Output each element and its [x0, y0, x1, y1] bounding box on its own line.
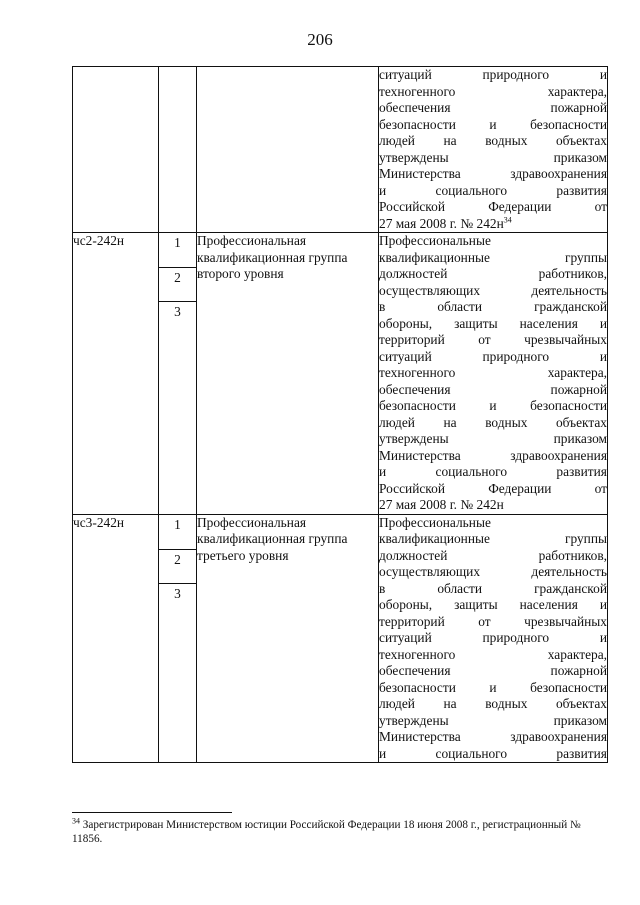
description-word: от: [594, 480, 607, 496]
footnote-text: Зарегистрирован Министерством юстиции Российской Федерации 18 июня 2008 г., регистрационный № 11856.: [72, 819, 581, 845]
description-word: развития: [556, 464, 607, 479]
level-number: 2: [159, 549, 196, 583]
description-word: социального: [435, 464, 508, 479]
description-word: и: [599, 348, 607, 364]
level-number: 2: [159, 267, 196, 301]
description-word: Министерства: [379, 729, 461, 744]
description-word: на: [443, 133, 457, 148]
description-line: [379, 266, 607, 283]
description-line: [379, 597, 607, 614]
description-word: населения: [519, 597, 578, 612]
description-line: [379, 614, 607, 631]
table-row: [73, 67, 608, 233]
level-number: 1: [174, 516, 181, 532]
description-word: безопасности: [379, 679, 456, 695]
description-word: объектах: [555, 133, 607, 148]
description-word: водных: [485, 133, 528, 148]
description-word: и: [489, 398, 497, 413]
description-line: [379, 316, 607, 333]
description-word: пожарной: [550, 100, 607, 115]
description-line: [379, 67, 607, 84]
description-word: здравоохранения: [510, 166, 607, 181]
description-line: [379, 680, 607, 697]
group-name-line: квалификационная группа: [197, 531, 348, 546]
footnote-rule: [72, 812, 232, 813]
description-word: социального: [435, 745, 508, 761]
description-line: [379, 713, 607, 730]
description-word: гражданской: [534, 299, 607, 314]
description-word: квалификационные: [379, 249, 490, 265]
description-line: [379, 581, 607, 598]
description-word: обороны,: [379, 597, 433, 612]
description-line: [379, 481, 607, 498]
description-word: работников,: [538, 266, 607, 281]
description-word: обеспечения: [379, 381, 451, 397]
description-word: людей: [379, 696, 415, 711]
level-numbers: [159, 515, 196, 617]
level-number: 1: [174, 235, 181, 250]
description-line: [379, 531, 607, 548]
description-word: защиты: [454, 597, 498, 612]
qualification-table: [72, 66, 608, 763]
description-line: [379, 349, 607, 366]
description-word: Российской: [379, 480, 445, 496]
group-code: чс2-242н: [73, 233, 125, 248]
description-word: работников,: [538, 547, 607, 563]
description-word: и: [599, 630, 607, 645]
description-word: утверждены: [379, 149, 449, 165]
page-number: 206: [307, 30, 333, 49]
description-word: территорий: [379, 332, 445, 347]
description-word: развития: [556, 182, 607, 198]
description-line: [379, 216, 607, 233]
description-word: Федерации: [488, 480, 552, 496]
description-word: Министерства: [379, 166, 461, 181]
description-line: [379, 464, 607, 481]
level-numbers: [159, 233, 196, 335]
description-cell: [379, 67, 608, 233]
description-word: объектах: [555, 414, 607, 430]
description-word: чрезвычайных: [524, 332, 607, 347]
description-word: и: [599, 597, 607, 612]
description-word: группы: [564, 249, 607, 265]
footnote: [72, 818, 612, 846]
description-line: [379, 630, 607, 647]
description-word: населения: [519, 315, 578, 331]
level-number: 3: [159, 301, 196, 335]
level-numbers-cell: [159, 514, 197, 763]
description-word: природного: [482, 348, 550, 364]
description-line: [379, 647, 607, 664]
description-line: [379, 299, 607, 316]
description-word: и: [599, 315, 607, 331]
description-word: характера,: [547, 83, 607, 99]
description-line: [379, 183, 607, 200]
description-word: должностей: [379, 547, 448, 563]
group-name-cell: [197, 67, 379, 233]
description-line: [379, 515, 607, 532]
description-line: [379, 150, 607, 167]
description-word: от: [594, 199, 607, 214]
description-word: приказом: [553, 431, 607, 446]
description-word: в: [379, 299, 386, 314]
description-word: осуществляющих: [379, 282, 481, 298]
description-word: приказом: [553, 149, 607, 165]
description-word: и: [489, 116, 497, 132]
description-word: и: [379, 745, 387, 761]
description-word: безопасности: [379, 398, 456, 413]
description-word: деятельность: [531, 282, 607, 298]
level-numbers-cell: [159, 67, 197, 233]
group-name-line: Профессиональная: [197, 233, 307, 248]
description-word: обороны,: [379, 315, 433, 331]
description-line: [379, 548, 607, 565]
footnote-mark: 34: [72, 816, 80, 826]
description-word: 27 мая 2008 г. № 242н: [379, 497, 504, 512]
description-word: 27 мая 2008 г. № $242н^{34}$: [379, 215, 512, 231]
description-word: деятельность: [531, 564, 607, 579]
group-name-line: Профессиональная: [197, 514, 307, 530]
description-word: характера,: [547, 646, 607, 662]
group-code-cell: [73, 514, 159, 763]
description-word: безопасности: [530, 116, 607, 132]
description-line: [379, 415, 607, 432]
description-line: [379, 133, 607, 150]
group-code-cell: [73, 67, 159, 233]
description-word: и: [489, 679, 497, 695]
table-row: [73, 514, 608, 763]
description-word: пожарной: [550, 381, 607, 397]
description-word: от: [478, 613, 491, 629]
description-word: Министерства: [379, 447, 461, 463]
description-line: [379, 250, 607, 267]
description-word: пожарной: [550, 663, 607, 678]
description-line: [379, 365, 607, 382]
description-word: и: [379, 182, 387, 198]
description-word: Профессиональные: [379, 514, 491, 530]
group-name-line: третьего уровня: [197, 547, 289, 563]
description-word: от: [478, 332, 491, 347]
description-line: [379, 663, 607, 680]
group-code-cell: [73, 233, 159, 515]
description-word: области: [437, 299, 483, 314]
table-row: [73, 233, 608, 515]
description-word: гражданской: [534, 580, 607, 596]
group-name-cell: [197, 514, 379, 763]
description-line: [379, 746, 607, 763]
description-word: защиты: [454, 315, 498, 331]
description-word: квалификационные: [379, 531, 490, 546]
description-word: здравоохранения: [510, 447, 607, 463]
description-word: осуществляющих: [379, 564, 481, 579]
description-word: Федерации: [488, 199, 552, 214]
description-word: водных: [485, 414, 528, 430]
description-word: людей: [379, 414, 415, 430]
description-word: на: [443, 414, 457, 430]
group-name-line: второго уровня: [197, 266, 284, 281]
description-line: [379, 117, 607, 134]
description-line: [379, 448, 607, 465]
description-word: безопасности: [530, 679, 607, 695]
description-word: чрезвычайных: [524, 613, 607, 629]
description-word: безопасности: [379, 116, 456, 132]
description-word: объектах: [555, 696, 607, 711]
description-word: техногенного: [379, 365, 456, 380]
description-word: техногенного: [379, 83, 456, 99]
description-word: Российской: [379, 199, 445, 214]
description-word: в: [379, 580, 386, 596]
description-cell: [379, 514, 608, 763]
description-word: и: [599, 67, 607, 82]
description-line: [379, 166, 607, 183]
description-line: [379, 233, 607, 250]
description-word: характера,: [547, 365, 607, 380]
description-line: [379, 283, 607, 300]
description-word: природного: [482, 630, 550, 645]
description-word: развития: [556, 745, 607, 761]
description-line: [379, 84, 607, 101]
description-line: [379, 100, 607, 117]
description-word: и: [379, 464, 387, 479]
description-cell: [379, 233, 608, 515]
group-name-cell: [197, 233, 379, 515]
description-line: [379, 382, 607, 399]
description-word: безопасности: [530, 398, 607, 413]
description-line: [379, 696, 607, 713]
description-word: территорий: [379, 613, 445, 629]
description-word: области: [437, 580, 483, 596]
description-word: обеспечения: [379, 663, 451, 678]
group-code: чс3-242н: [73, 514, 125, 530]
description-word: обеспечения: [379, 100, 451, 115]
description-line: [379, 431, 607, 448]
footnote-ref: 34: [503, 215, 512, 225]
description-word: социального: [435, 182, 508, 198]
level-number: 3: [159, 583, 196, 617]
description-line: [379, 398, 607, 415]
description-line: [379, 332, 607, 349]
description-word: приказом: [553, 712, 607, 728]
description-word: людей: [379, 133, 415, 148]
description-word: ситуаций: [379, 630, 432, 645]
description-word: Профессиональные: [379, 233, 491, 248]
description-line: [379, 729, 607, 746]
description-word: техногенного: [379, 646, 456, 662]
description-line: [379, 564, 607, 581]
description-word: водных: [485, 696, 528, 711]
description-word: здравоохранения: [510, 729, 607, 744]
description-word: утверждены: [379, 712, 449, 728]
description-line: [379, 199, 607, 216]
group-name-line: квалификационная группа: [197, 249, 348, 265]
description-word: утверждены: [379, 431, 449, 446]
description-word: группы: [564, 531, 607, 546]
description-word: на: [443, 696, 457, 711]
description-word: ситуаций: [379, 67, 432, 82]
description-word: должностей: [379, 266, 448, 281]
description-word: природного: [482, 67, 550, 82]
description-line: [379, 497, 607, 514]
description-word: ситуаций: [379, 348, 432, 364]
level-numbers-cell: [159, 233, 197, 515]
